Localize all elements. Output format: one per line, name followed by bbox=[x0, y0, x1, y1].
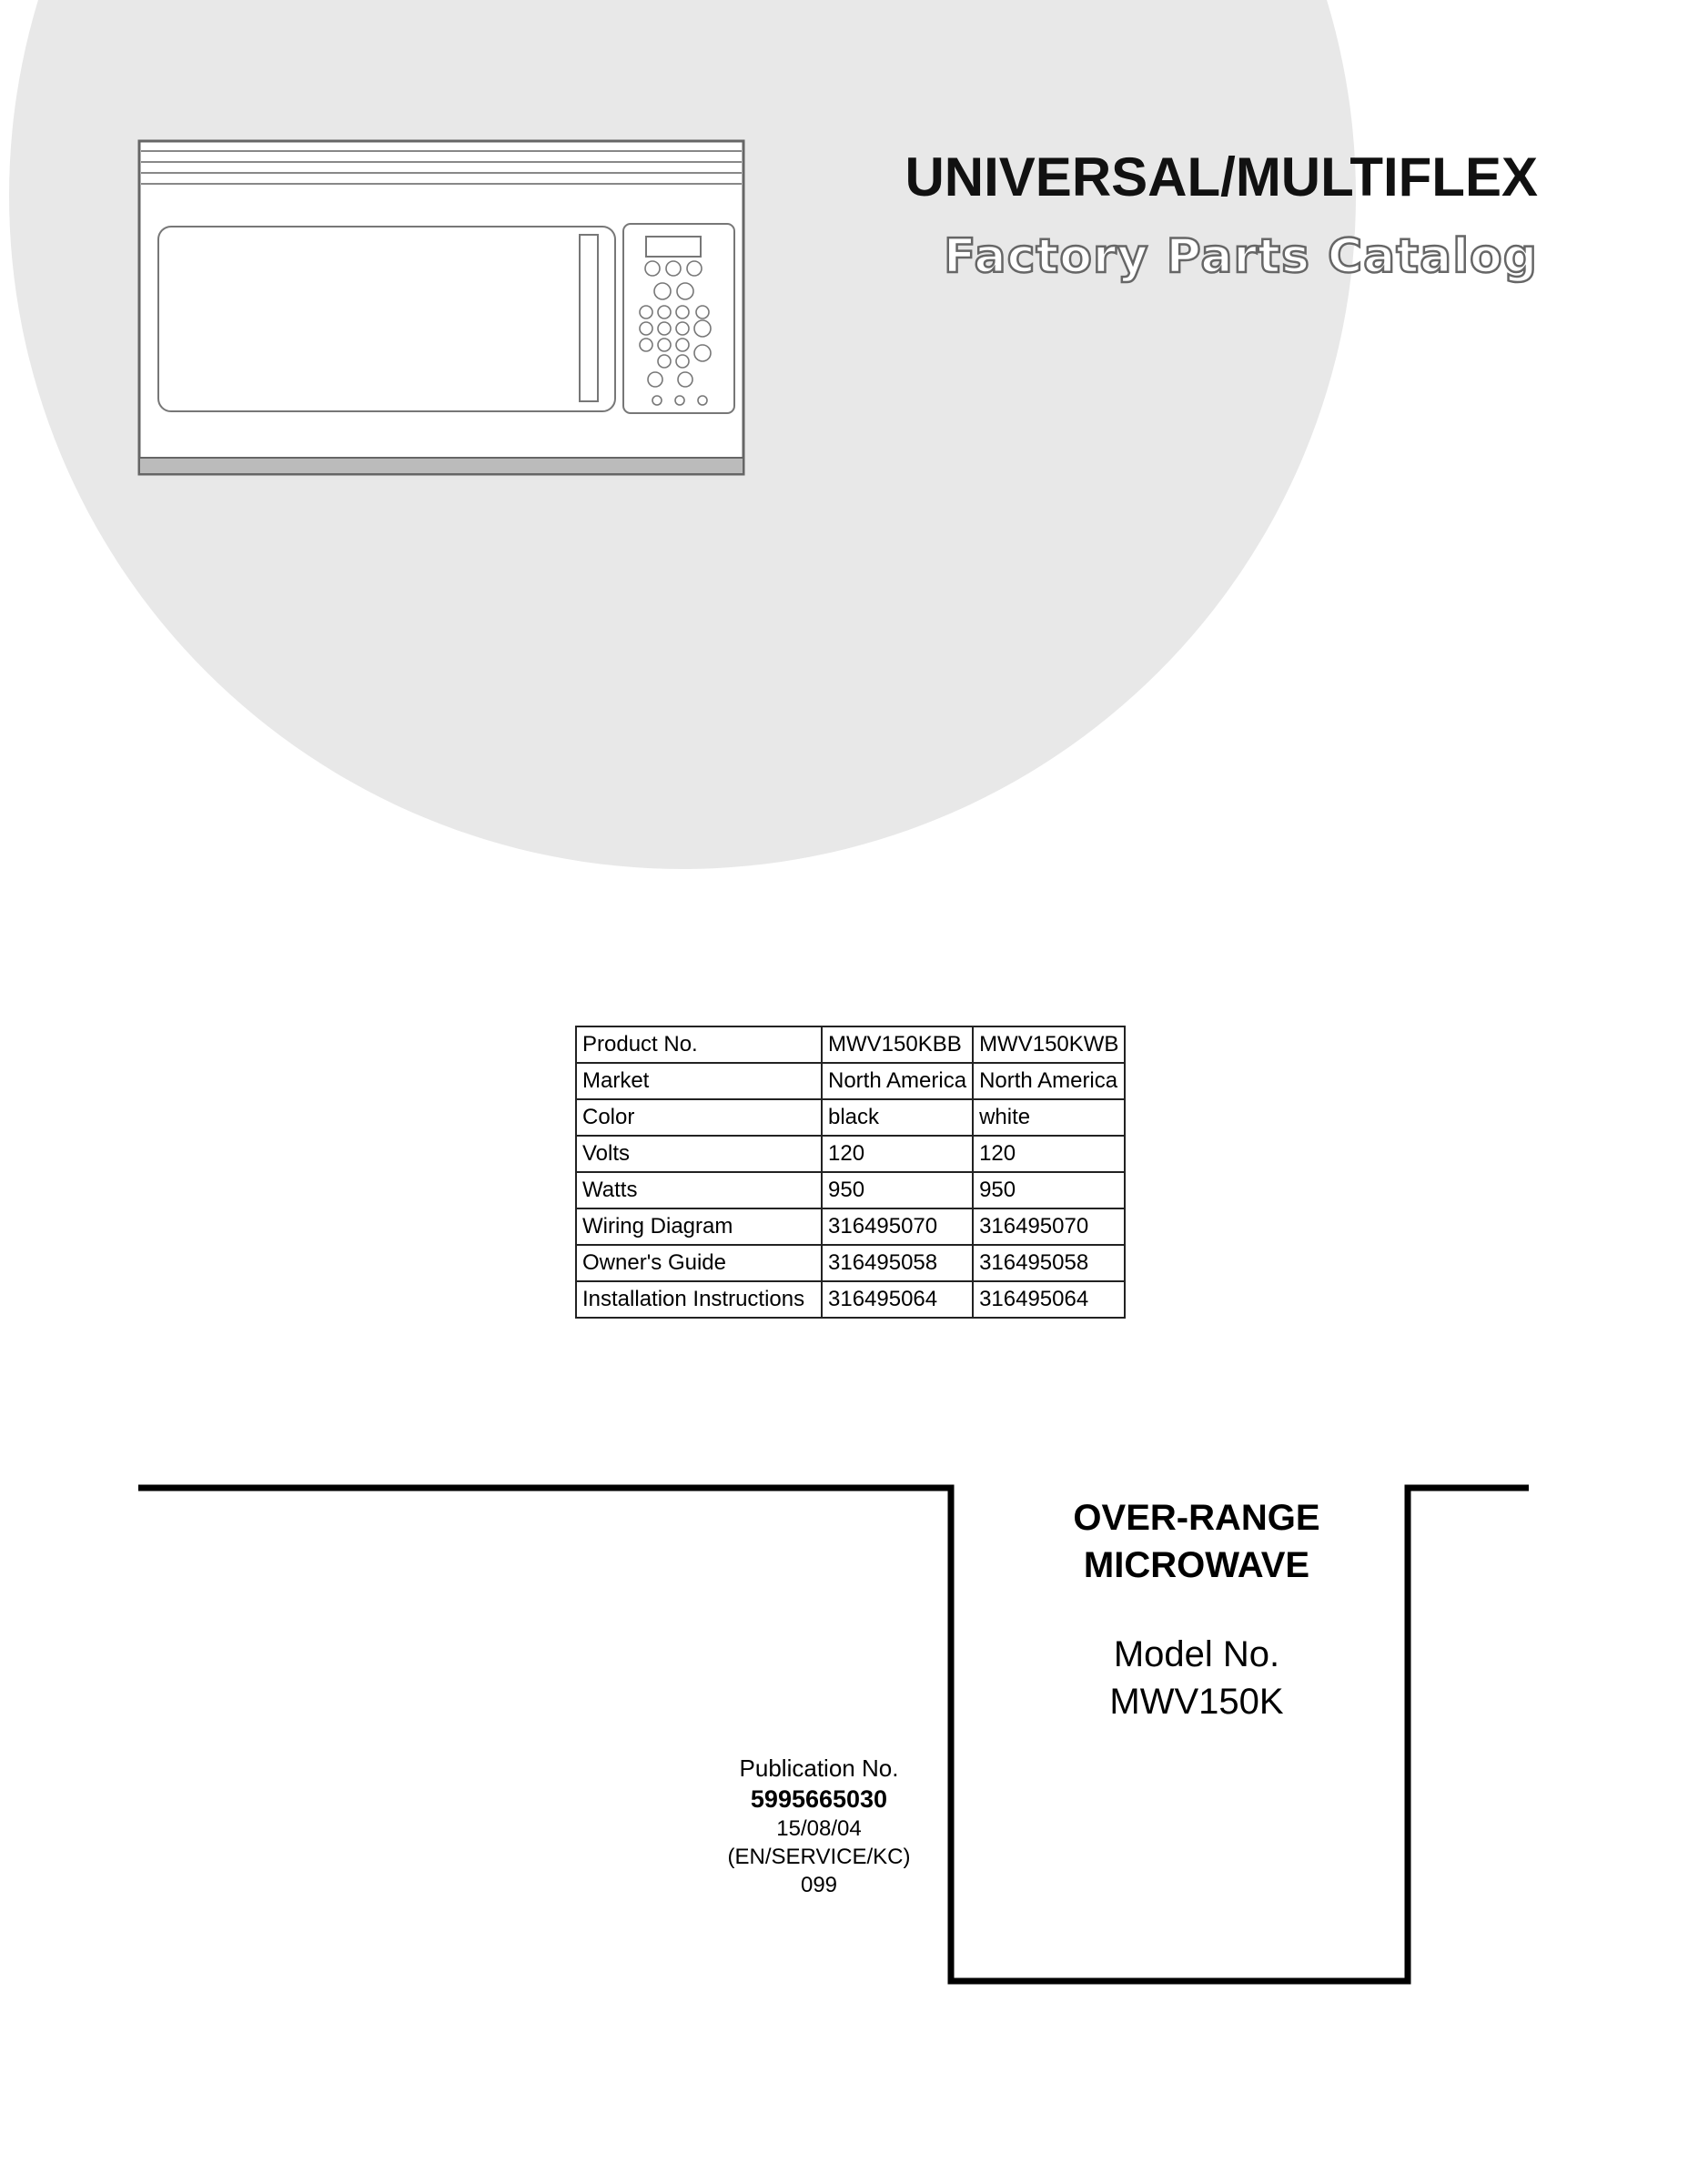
table-row bbox=[576, 1026, 1125, 1063]
table-row bbox=[576, 1208, 1125, 1245]
catalog-subtitle: Factory Parts Catalog bbox=[944, 229, 1538, 284]
row-label: Owner's Guide bbox=[576, 1245, 822, 1281]
row-label: Installation Instructions bbox=[576, 1281, 822, 1318]
row-label: Color bbox=[576, 1099, 822, 1136]
row-value: MWV150KWB bbox=[973, 1026, 1125, 1063]
row-label: Market bbox=[576, 1063, 822, 1099]
microwave-illustration bbox=[136, 138, 746, 477]
publication-code: (EN/SERVICE/KC) bbox=[727, 1845, 911, 1869]
model-number: MWV150K bbox=[1109, 1682, 1284, 1722]
table-row bbox=[576, 1099, 1125, 1136]
table-row bbox=[576, 1245, 1125, 1281]
product-type bbox=[946, 1494, 1447, 1589]
table-row bbox=[576, 1136, 1125, 1172]
row-label: Volts bbox=[576, 1136, 822, 1172]
catalog-title: UNIVERSAL/MULTIFLEX bbox=[905, 147, 1538, 207]
publication-date: 15/08/04 bbox=[776, 1816, 862, 1841]
publication-label: Publication No. bbox=[739, 1754, 899, 1782]
row-value: 316495070 bbox=[973, 1208, 1125, 1245]
row-value: 316495064 bbox=[973, 1281, 1125, 1318]
row-value: 316495064 bbox=[822, 1281, 973, 1318]
publication-revision: 099 bbox=[800, 1873, 838, 1897]
table-row bbox=[576, 1281, 1125, 1318]
product-spec-table bbox=[575, 1026, 1126, 1319]
product-type-line2: MICROWAVE bbox=[1083, 1545, 1310, 1585]
row-value: MWV150KBB bbox=[822, 1026, 973, 1063]
row-label: Product No. bbox=[576, 1026, 822, 1063]
row-value: 316495058 bbox=[973, 1245, 1125, 1281]
row-value: 950 bbox=[822, 1172, 973, 1208]
row-value: 316495070 bbox=[822, 1208, 973, 1245]
model-block bbox=[946, 1631, 1447, 1725]
product-type-line1: OVER-RANGE bbox=[1073, 1498, 1320, 1538]
table-row bbox=[576, 1063, 1125, 1099]
row-value: North America bbox=[822, 1063, 973, 1099]
row-value: white bbox=[973, 1099, 1125, 1136]
row-value: North America bbox=[973, 1063, 1125, 1099]
publication-info bbox=[701, 1753, 937, 1899]
publication-number: 5995665030 bbox=[750, 1785, 888, 1813]
model-label: Model No. bbox=[1113, 1634, 1280, 1674]
row-value: 120 bbox=[822, 1136, 973, 1172]
row-value: 950 bbox=[973, 1172, 1125, 1208]
row-value: 120 bbox=[973, 1136, 1125, 1172]
row-label: Wiring Diagram bbox=[576, 1208, 822, 1245]
table-row bbox=[576, 1172, 1125, 1208]
row-label: Watts bbox=[576, 1172, 822, 1208]
row-value: 316495058 bbox=[822, 1245, 973, 1281]
row-value: black bbox=[822, 1099, 973, 1136]
